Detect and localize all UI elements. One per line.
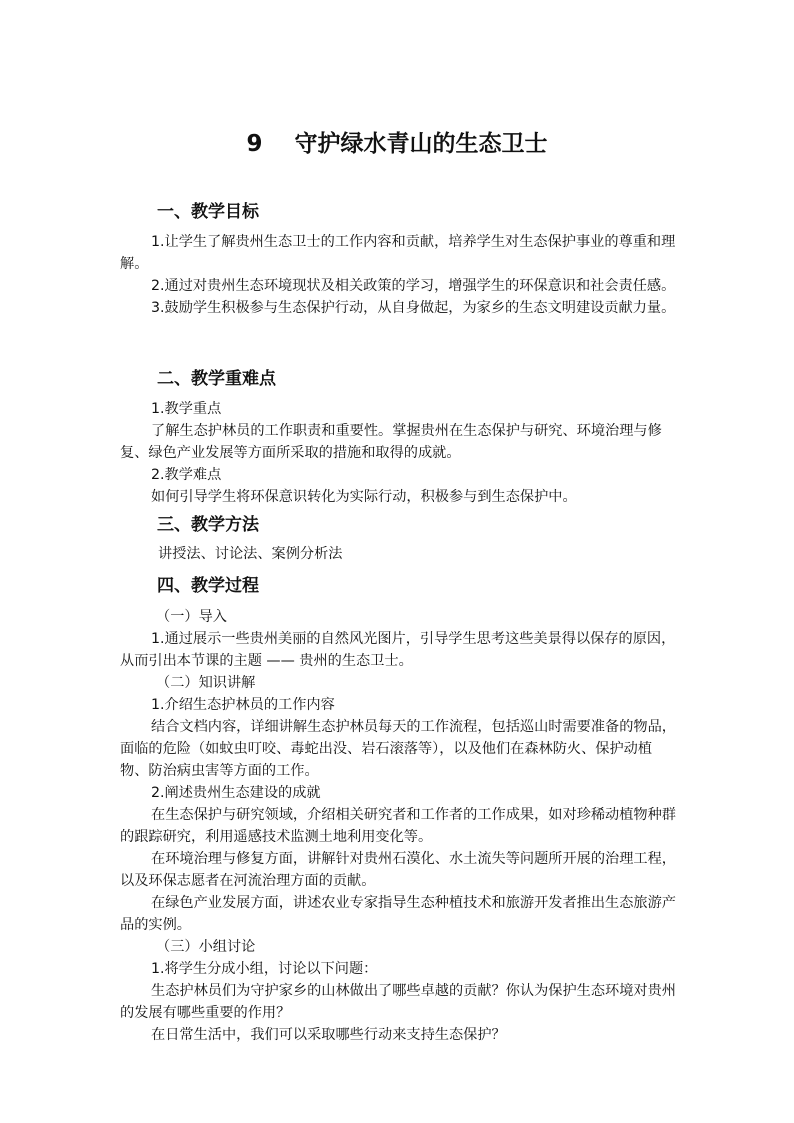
paragraph: 讲授法、讨论法、案例分析法 bbox=[158, 546, 343, 562]
section-heading-methods: 三、教学方法 bbox=[157, 515, 259, 535]
paragraph: 在生态保护与研究领域，介绍相关研究者和工作者的工作成果，如对珍稀动植物种群的跟踪研究，利用遥感技术监测土地利用变化等。 bbox=[120, 807, 676, 845]
section-heading-key-points: 二、教学重难点 bbox=[157, 369, 276, 389]
paragraph: 在日常生活中，我们可以采取哪些行动来支持生态保护？ bbox=[151, 1027, 506, 1043]
paragraph: 1.让学生了解贵州生态卫士的工作内容和贡献，培养学生对生态保护事业的尊重和理解。 bbox=[120, 234, 676, 272]
paragraph: 1.教学重点 bbox=[151, 401, 222, 417]
paragraph: 结合文档内容，详细讲解生态护林员每天的工作流程，包括巡山时需要准备的物品，面临的危险（如蚊虫叮咬、毒蛇出没、岩石滚落等），以及他们在森林防火、保护动植物、防治病虫害等方面的工作。 bbox=[120, 719, 676, 779]
paragraph: （二）知识讲解 bbox=[156, 675, 256, 691]
document-title: 9 守护绿水青山的生态卫士 bbox=[246, 131, 548, 157]
section-heading-objectives: 一、教学目标 bbox=[157, 202, 259, 222]
paragraph: 生态护林员们为守护家乡的山林做出了哪些卓越的贡献？你认为保护生态环境对贵州的发展有哪些重要的作用？ bbox=[120, 983, 676, 1021]
paragraph: （三）小组讨论 bbox=[156, 939, 256, 955]
paragraph: 2.阐述贵州生态建设的成就 bbox=[151, 785, 321, 801]
paragraph: 2.通过对贵州生态环境现状及相关政策的学习，增强学生的环保意识和社会责任感。 bbox=[151, 278, 676, 294]
section-body-methods bbox=[120, 543, 676, 565]
paragraph: 1.将学生分成小组，讨论以下问题： bbox=[151, 961, 378, 977]
paragraph: 1.通过展示一些贵州美丽的自然风光图片，引导学生思考这些美景得以保存的原因，从而引出本节课的主题 —— 贵州的生态卫士。 bbox=[120, 631, 676, 669]
paragraph: 如何引导学生将环保意识转化为实际行动，积极参与到生态保护中。 bbox=[151, 489, 577, 505]
paragraph: 2.教学难点 bbox=[151, 467, 222, 483]
section-heading-process: 四、教学过程 bbox=[157, 576, 259, 596]
paragraph: 在绿色产业发展方面，讲述农业专家指导生态种植技术和旅游开发者推出生态旅游产品的实例。 bbox=[120, 895, 676, 933]
section-body-process bbox=[120, 606, 676, 1046]
paragraph: 在环境治理与修复方面，讲解针对贵州石漠化、水土流失等问题所开展的治理工程，以及环保志愿者在河流治理方面的贡献。 bbox=[120, 851, 676, 889]
section-body-key-points bbox=[120, 398, 676, 508]
paragraph: （一）导入 bbox=[156, 609, 227, 625]
section-body-objectives bbox=[120, 231, 676, 319]
paragraph: 1.介绍生态护林员的工作内容 bbox=[151, 697, 335, 713]
paragraph: 了解生态护林员的工作职责和重要性。掌握贵州在生态保护与研究、环境治理与修复、绿色产业发展等方面所采取的措施和取得的成就。 bbox=[120, 423, 662, 461]
paragraph: 3.鼓励学生积极参与生态保护行动，从自身做起，为家乡的生态文明建设贡献力量。 bbox=[151, 300, 676, 316]
